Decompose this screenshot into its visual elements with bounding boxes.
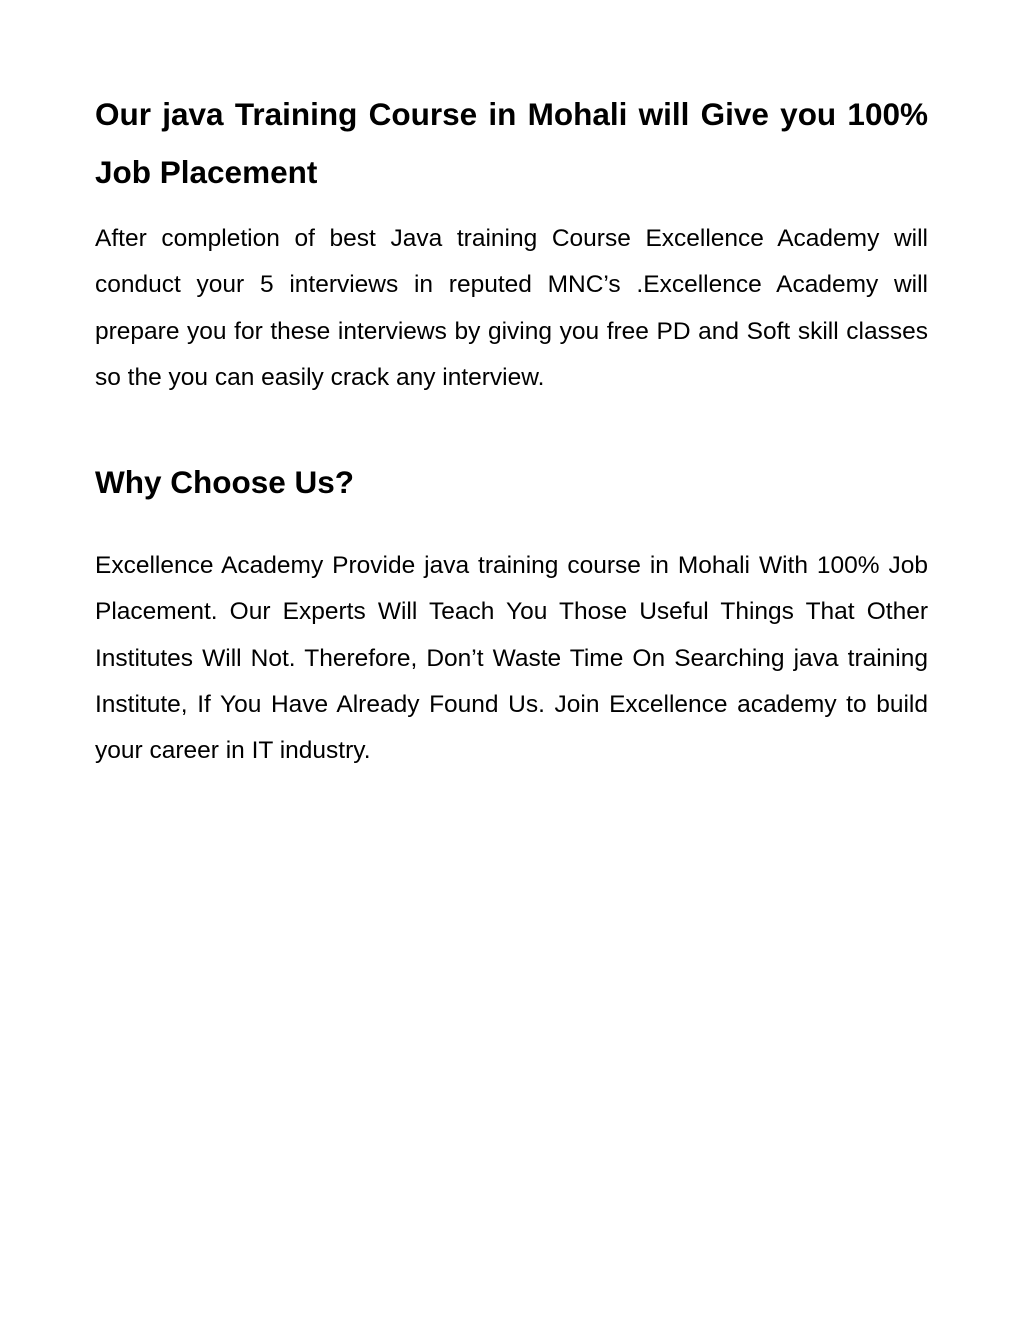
placement-paragraph: After completion of best Java training Course Excellence Academy will conduct your 5 interviews in reputed MNC’s .Excellence Academy will prepare you for these interviews by giving you free PD and Soft skill classes so the you can easily crack any interview. (95, 225, 928, 391)
why-choose-us-paragraph: Excellence Academy Provide java training course in Mohali With 100% Job Placement. Our Experts Will Teach You Those Useful Things That Other Institutes Will Not. Therefore, Don’t Waste Time On Searching java training Institute, If You Have Already Found Us. Join Excellence academy to build your career in IT industry. (95, 552, 928, 765)
page-title: Our java Training Course in Mohali will Give you 100% Job Placement (95, 96, 928, 190)
document-page (95, 85, 928, 775)
section-heading-why-choose-us: Why Choose Us? (95, 464, 355, 501)
